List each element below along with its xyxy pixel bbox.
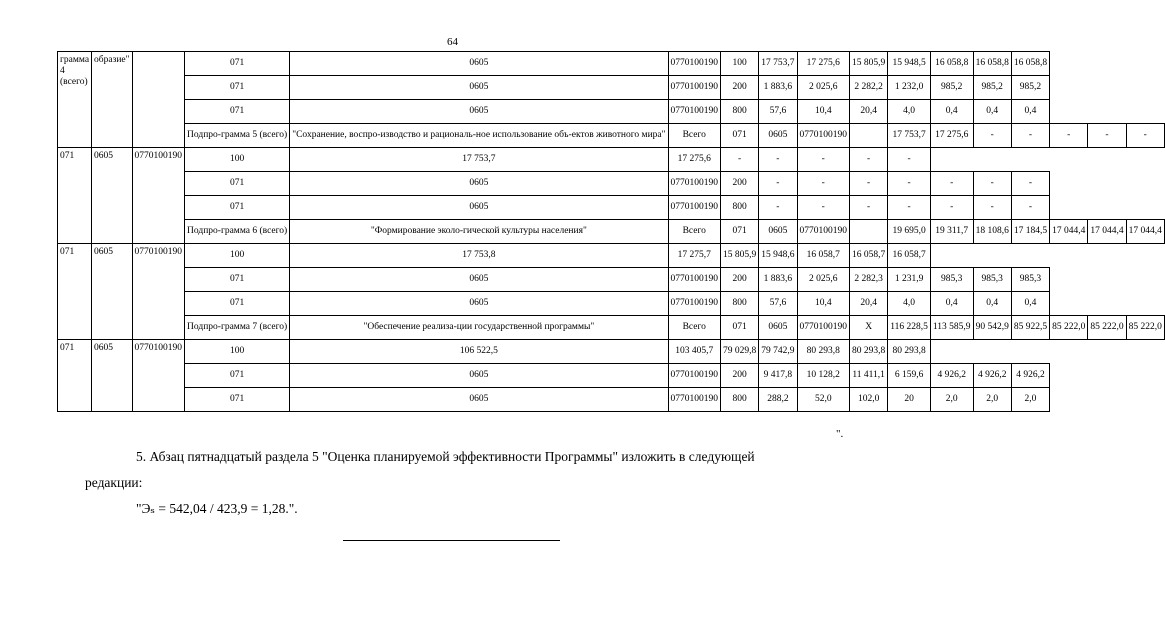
table-cell: 0,4 bbox=[930, 292, 973, 316]
table-cell: образие" bbox=[92, 52, 132, 148]
table-cell: Всего bbox=[668, 316, 721, 340]
table-cell: 0770100190 bbox=[797, 316, 850, 340]
table-cell bbox=[850, 124, 888, 148]
table-cell: Всего bbox=[668, 124, 721, 148]
table-cell: 985,2 bbox=[1011, 76, 1049, 100]
table-cell: 15 805,9 bbox=[850, 52, 888, 76]
table-cell: 0770100190 bbox=[132, 340, 185, 412]
table-cell: 113 585,9 bbox=[930, 316, 973, 340]
amendment-paragraph: 5. Абзац пятнадцатый раздела 5 "Оценка планируемой эффективности Программы" изложить в следующей bbox=[136, 449, 755, 464]
table-cell: 16 058,7 bbox=[797, 244, 850, 268]
table-row bbox=[58, 244, 1165, 268]
table-cell: 071 bbox=[185, 268, 290, 292]
table-cell: 071 bbox=[58, 148, 92, 244]
table-cell: 85 222,0 bbox=[1126, 316, 1164, 340]
table-cell: Подпро-грамма 5 (всего) bbox=[185, 124, 290, 148]
table-row bbox=[58, 100, 1165, 124]
table-cell: 071 bbox=[185, 292, 290, 316]
table-cell: 106 522,5 bbox=[290, 340, 668, 364]
table-cell: 20,4 bbox=[850, 292, 888, 316]
table-cell: 0605 bbox=[290, 52, 668, 76]
table-cell: 1 883,6 bbox=[759, 268, 797, 292]
table-cell: 985,2 bbox=[930, 76, 973, 100]
table-cell: 17 753,7 bbox=[888, 124, 931, 148]
table-cell: 071 bbox=[185, 388, 290, 412]
table-cell: 90 542,9 bbox=[973, 316, 1011, 340]
table-cell: 16 058,8 bbox=[1011, 52, 1049, 76]
table-cell: 103 405,7 bbox=[668, 340, 721, 364]
table-cell: 19 311,7 bbox=[930, 220, 973, 244]
table-row bbox=[58, 124, 1165, 148]
amendment-paragraph-continuation: редакции: bbox=[85, 475, 143, 490]
table-cell: 116 228,5 bbox=[888, 316, 931, 340]
table-cell: 16 058,7 bbox=[850, 244, 888, 268]
table-cell: - bbox=[888, 172, 931, 196]
table-row bbox=[58, 172, 1165, 196]
table-cell: 0770100190 bbox=[668, 268, 721, 292]
table-cell: 85 222,0 bbox=[1088, 316, 1126, 340]
table-cell: 200 bbox=[721, 172, 759, 196]
table-cell: 19 695,0 bbox=[888, 220, 931, 244]
table-cell: 071 bbox=[185, 52, 290, 76]
table-cell: 800 bbox=[721, 196, 759, 220]
table-cell: 0605 bbox=[290, 268, 668, 292]
efficiency-formula: "Эₛ = 542,04 / 423,9 = 1,28.". bbox=[136, 501, 298, 516]
table-cell: 15 948,6 bbox=[759, 244, 797, 268]
table-cell: 0605 bbox=[92, 340, 132, 412]
closing-quote: ". bbox=[836, 428, 844, 440]
table-cell: 80 293,8 bbox=[888, 340, 931, 364]
page-number: 64 bbox=[447, 36, 458, 48]
table-cell: 0770100190 bbox=[668, 76, 721, 100]
table-cell: 985,2 bbox=[973, 76, 1011, 100]
table-cell: - bbox=[888, 148, 931, 172]
table-cell: 288,2 bbox=[759, 388, 797, 412]
table-cell: 17 275,6 bbox=[668, 148, 721, 172]
table-cell: 10 128,2 bbox=[797, 364, 850, 388]
table-cell: Подпро-грамма 6 (всего) bbox=[185, 220, 290, 244]
table-cell: 071 bbox=[185, 172, 290, 196]
table-cell: 17 184,5 bbox=[1011, 220, 1049, 244]
table-cell: 17 753,8 bbox=[290, 244, 668, 268]
table-cell: 0770100190 bbox=[668, 364, 721, 388]
table-cell: 0605 bbox=[92, 244, 132, 340]
table-cell: 985,3 bbox=[1011, 268, 1049, 292]
table-cell: 10,4 bbox=[797, 100, 850, 124]
table-cell: Подпро-грамма 7 (всего) bbox=[185, 316, 290, 340]
table-cell: - bbox=[1050, 124, 1088, 148]
table-cell: 0770100190 bbox=[668, 292, 721, 316]
table-cell: 2,0 bbox=[1011, 388, 1049, 412]
table-row bbox=[58, 148, 1165, 172]
table-cell: 0770100190 bbox=[668, 196, 721, 220]
table-cell: 0605 bbox=[290, 388, 668, 412]
table-cell: 0605 bbox=[290, 364, 668, 388]
separator-line bbox=[343, 540, 560, 541]
table-cell: 0770100190 bbox=[797, 124, 850, 148]
table-cell: 0770100190 bbox=[668, 52, 721, 76]
table-row bbox=[58, 292, 1165, 316]
table-cell: "Формирование эколо-гической культуры населения" bbox=[290, 220, 668, 244]
table-cell: 9 417,8 bbox=[759, 364, 797, 388]
table-cell: 4 926,2 bbox=[1011, 364, 1049, 388]
table-cell: 100 bbox=[721, 52, 759, 76]
table-cell: 200 bbox=[721, 268, 759, 292]
budget-table bbox=[57, 51, 1165, 412]
table-cell: 200 bbox=[721, 76, 759, 100]
table-cell: 15 805,9 bbox=[721, 244, 759, 268]
table-cell: 985,3 bbox=[930, 268, 973, 292]
table-cell: 0,4 bbox=[973, 100, 1011, 124]
table-cell: - bbox=[759, 148, 797, 172]
table-cell: 2 025,6 bbox=[797, 76, 850, 100]
table-row bbox=[58, 268, 1165, 292]
table-cell: 200 bbox=[721, 364, 759, 388]
table-cell: 985,3 bbox=[973, 268, 1011, 292]
table-cell: 0605 bbox=[290, 292, 668, 316]
table-cell: - bbox=[1011, 124, 1049, 148]
table-cell: - bbox=[1011, 172, 1049, 196]
table-cell: 1 231,9 bbox=[888, 268, 931, 292]
table-cell: - bbox=[759, 172, 797, 196]
table-cell: 17 275,6 bbox=[930, 124, 973, 148]
table-row bbox=[58, 52, 1165, 76]
table-cell: - bbox=[797, 172, 850, 196]
table-row bbox=[58, 364, 1165, 388]
table-cell: - bbox=[850, 196, 888, 220]
table-row bbox=[58, 340, 1165, 364]
table-cell: "Обеспечение реализа-ции государственной программы" bbox=[290, 316, 668, 340]
table-cell: 100 bbox=[185, 244, 290, 268]
table-cell: 4 926,2 bbox=[930, 364, 973, 388]
table-cell: 0,4 bbox=[1011, 292, 1049, 316]
table-cell: грамма 4 (всего) bbox=[58, 52, 92, 148]
table-cell: - bbox=[797, 148, 850, 172]
table-cell: 4,0 bbox=[888, 100, 931, 124]
table-cell: 17 753,7 bbox=[759, 52, 797, 76]
table-cell: 0770100190 bbox=[132, 244, 185, 340]
table-cell: 0770100190 bbox=[668, 100, 721, 124]
table-cell: - bbox=[1088, 124, 1126, 148]
table-cell: 1 883,6 bbox=[759, 76, 797, 100]
table-cell: Всего bbox=[668, 220, 721, 244]
table-cell: 2,0 bbox=[930, 388, 973, 412]
table-cell: 80 293,8 bbox=[797, 340, 850, 364]
table-cell: 16 058,7 bbox=[888, 244, 931, 268]
table-cell: 2,0 bbox=[973, 388, 1011, 412]
table-cell: 0,4 bbox=[973, 292, 1011, 316]
table-cell: 100 bbox=[185, 148, 290, 172]
table-cell: - bbox=[759, 196, 797, 220]
table-cell: - bbox=[850, 148, 888, 172]
table-cell: 0,4 bbox=[1011, 100, 1049, 124]
table-cell: 16 058,8 bbox=[973, 52, 1011, 76]
table-cell: 4 926,2 bbox=[973, 364, 1011, 388]
table-cell bbox=[132, 52, 185, 148]
table-cell: 85 222,0 bbox=[1050, 316, 1088, 340]
table-cell: 17 044,4 bbox=[1050, 220, 1088, 244]
table-cell: 800 bbox=[721, 388, 759, 412]
table-cell: 071 bbox=[721, 220, 759, 244]
table-cell: 2 025,6 bbox=[797, 268, 850, 292]
table-cell: - bbox=[973, 172, 1011, 196]
table-cell: 0,4 bbox=[930, 100, 973, 124]
table-row bbox=[58, 76, 1165, 100]
table-cell: 0605 bbox=[290, 196, 668, 220]
table-cell: - bbox=[721, 148, 759, 172]
table-cell: 17 275,6 bbox=[797, 52, 850, 76]
table-cell: 17 275,7 bbox=[668, 244, 721, 268]
table-cell: - bbox=[797, 196, 850, 220]
table-row bbox=[58, 196, 1165, 220]
table-cell: 071 bbox=[721, 316, 759, 340]
table-cell: 0605 bbox=[290, 76, 668, 100]
table-cell: 80 293,8 bbox=[850, 340, 888, 364]
table-cell: 79 029,8 bbox=[721, 340, 759, 364]
table-cell: 20 bbox=[888, 388, 931, 412]
table-cell: 800 bbox=[721, 292, 759, 316]
table-cell: 071 bbox=[185, 196, 290, 220]
table-cell: 071 bbox=[185, 100, 290, 124]
table-cell: 6 159,6 bbox=[888, 364, 931, 388]
table-cell: 0605 bbox=[759, 124, 797, 148]
table-cell: 57,6 bbox=[759, 100, 797, 124]
table-cell: - bbox=[888, 196, 931, 220]
table-cell: 0770100190 bbox=[132, 148, 185, 244]
table-cell: 17 044,4 bbox=[1088, 220, 1126, 244]
table-cell: 11 411,1 bbox=[850, 364, 888, 388]
table-cell: 0770100190 bbox=[797, 220, 850, 244]
table-cell: 1 232,0 bbox=[888, 76, 931, 100]
table-cell: - bbox=[930, 196, 973, 220]
table-cell: 800 bbox=[721, 100, 759, 124]
table-cell: 4,0 bbox=[888, 292, 931, 316]
table-cell: 0605 bbox=[290, 100, 668, 124]
table-cell bbox=[850, 220, 888, 244]
table-cell: 0605 bbox=[759, 316, 797, 340]
table-cell: 85 922,5 bbox=[1011, 316, 1049, 340]
table-cell: 79 742,9 bbox=[759, 340, 797, 364]
table-cell: 071 bbox=[58, 244, 92, 340]
table-cell: 15 948,5 bbox=[888, 52, 931, 76]
table-cell: 57,6 bbox=[759, 292, 797, 316]
table-cell: 10,4 bbox=[797, 292, 850, 316]
table-cell: - bbox=[973, 196, 1011, 220]
table-cell: 17 044,4 bbox=[1126, 220, 1164, 244]
table-cell: 0605 bbox=[290, 172, 668, 196]
table-cell: 2 282,3 bbox=[850, 268, 888, 292]
table-cell: 0605 bbox=[759, 220, 797, 244]
table-cell: 52,0 bbox=[797, 388, 850, 412]
table-cell: 0770100190 bbox=[668, 388, 721, 412]
table-row bbox=[58, 388, 1165, 412]
table-cell: 17 753,7 bbox=[290, 148, 668, 172]
table-cell: 071 bbox=[58, 340, 92, 412]
table-cell: - bbox=[850, 172, 888, 196]
table-cell: 0770100190 bbox=[668, 172, 721, 196]
table-cell: 20,4 bbox=[850, 100, 888, 124]
table-cell: 100 bbox=[185, 340, 290, 364]
table-cell: - bbox=[1011, 196, 1049, 220]
table-cell: 18 108,6 bbox=[973, 220, 1011, 244]
table-cell: 071 bbox=[721, 124, 759, 148]
table-row bbox=[58, 220, 1165, 244]
table-cell: - bbox=[1126, 124, 1164, 148]
table-cell: - bbox=[973, 124, 1011, 148]
table-row bbox=[58, 316, 1165, 340]
table-cell: 102,0 bbox=[850, 388, 888, 412]
table-cell: X bbox=[850, 316, 888, 340]
table-cell: "Сохранение, воспро-изводство и рациональ-ное использование объ-ектов животного мира" bbox=[290, 124, 668, 148]
table-cell: 16 058,8 bbox=[930, 52, 973, 76]
table-cell: 071 bbox=[185, 76, 290, 100]
table-cell: 071 bbox=[185, 364, 290, 388]
table-cell: - bbox=[930, 172, 973, 196]
table-cell: 2 282,2 bbox=[850, 76, 888, 100]
table-cell: 0605 bbox=[92, 148, 132, 244]
